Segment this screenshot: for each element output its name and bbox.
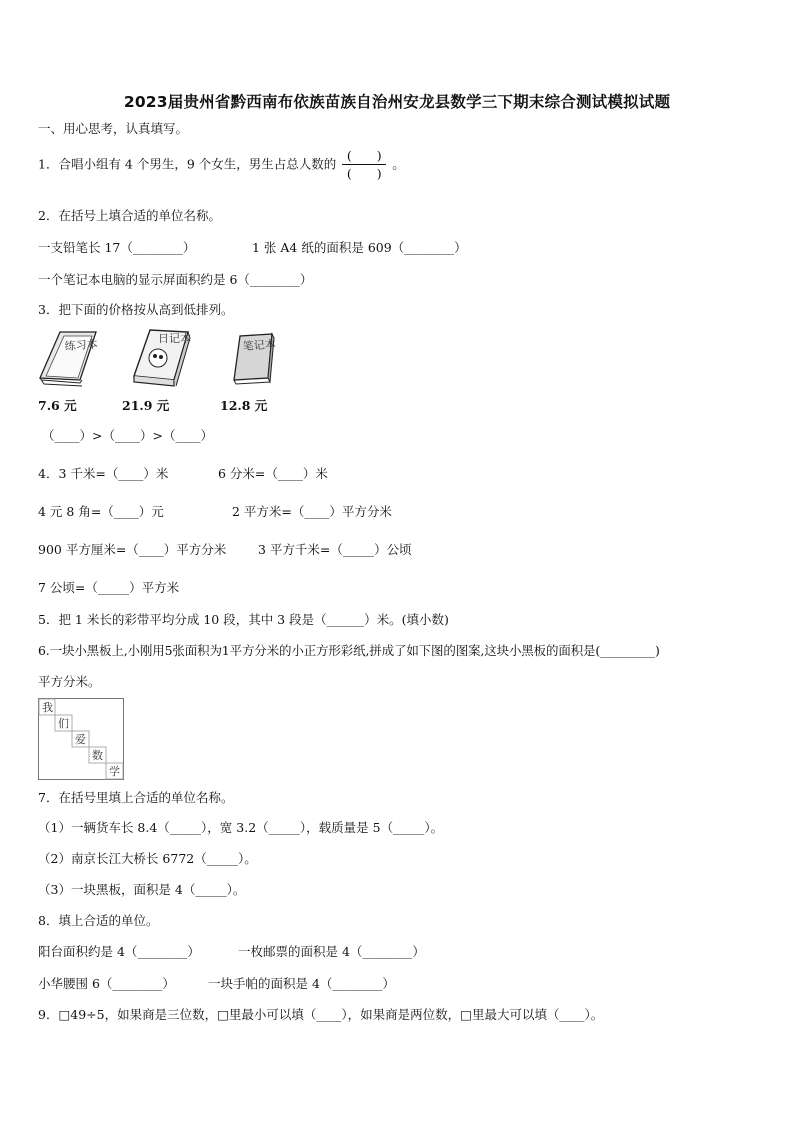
notebooks-illustration (38, 328, 298, 388)
question-4-r4: 7 公顷=（_____）平方米 (38, 580, 180, 595)
question-4-r1a: 4．3 千米=（____）米 (38, 466, 169, 481)
question-4-r3a: 900 平方厘米=（____）平方分米 (38, 542, 227, 557)
question-2-b: 1 张 A4 纸的面积是 609（________） (252, 240, 467, 255)
price-1: 7.6 元 (38, 398, 77, 413)
question-8-c: 小华腰围 6（________） (38, 976, 175, 991)
question-9: 9．□49÷5，如果商是三位数，□里最小可以填（____），如果商是两位数，□里最大可以填（____）。 (38, 1007, 604, 1022)
fraction-blank[interactable] (342, 148, 386, 181)
square-char-5: 学 (109, 765, 120, 778)
question-2-a: 一支铅笔长 17（________） (38, 240, 196, 255)
diary-label: 日记本 (158, 332, 191, 345)
notebook-icon (234, 334, 276, 384)
fraction-numerator: ( ) (346, 148, 382, 163)
page-title: 2023届贵州省黔西南布依族苗族自治州安龙县数学三下期末综合测试模拟试题 (123, 93, 671, 111)
question-1-text: 1．合唱小组有 4 个男生，9 个女生，男生占总人数的 (38, 156, 337, 172)
square-char-4: 数 (92, 749, 103, 762)
question-4-r2b: 2 平方米=（____）平方分米 (232, 504, 392, 519)
fraction-denominator: ( ) (346, 166, 382, 181)
exercise-book-icon (40, 332, 98, 386)
question-4-r3b: 3 平方千米=（_____）公顷 (258, 542, 412, 557)
question-5: 5．把 1 米长的彩带平均分成 10 段，其中 3 段是（______）米。(填小数) (38, 612, 449, 627)
question-1-end: 。 (392, 156, 405, 172)
square-char-3: 爱 (75, 733, 86, 746)
question-6-line1: 6.一块小黑板上,小刚用5张面积为1平方分米的小正方形彩纸,拼成了如下图的图案,这块小黑板的面积是(_________) (38, 643, 660, 658)
question-2-c: 一个笔记本电脑的显示屏面积约是 6（________） (38, 272, 313, 287)
question-8-header: 8．填上合适的单位。 (38, 913, 159, 928)
price-3: 12.8 元 (220, 398, 268, 413)
question-4-r2a: 4 元 8 角=（____）元 (38, 504, 164, 519)
fraction-bar (342, 164, 386, 165)
price-order-blanks[interactable]: （____）>（____）>（____） (42, 428, 213, 443)
question-7-header: 7．在括号里填上合适的单位名称。 (38, 790, 234, 805)
question-8-b: 一枚邮票的面积是 4（________） (238, 944, 425, 959)
square-char-1: 我 (42, 701, 53, 714)
diary-icon (134, 330, 191, 386)
question-4-r1b: 6 分米=（____）米 (218, 466, 328, 481)
blackboard-figure (38, 698, 124, 780)
question-7-b: （2）南京长江大桥长 6772（_____）。 (38, 851, 257, 866)
question-2-header: 2．在括号上填合适的单位名称。 (38, 208, 221, 223)
question-6-line2: 平方分米。 (38, 674, 101, 689)
notebook-label: 笔记本 (242, 337, 277, 353)
question-8-d: 一块手帕的面积是 4（________） (208, 976, 395, 991)
section-heading: 一、用心思考，认真填写。 (38, 121, 189, 136)
question-3-header: 3．把下面的价格按从高到低排列。 (38, 302, 234, 317)
question-7-a: （1）一辆货车长 8.4（_____），宽 3.2（_____），载质量是 5（_____）。 (38, 820, 444, 835)
question-1 (38, 148, 405, 181)
square-char-2: 们 (58, 717, 69, 730)
price-2: 21.9 元 (122, 398, 170, 413)
question-8-a: 阳台面积约是 4（________） (38, 944, 200, 959)
exercise-book-label: 练习本 (64, 337, 99, 353)
question-7-c: （3）一块黑板，面积是 4（_____）。 (38, 882, 246, 897)
